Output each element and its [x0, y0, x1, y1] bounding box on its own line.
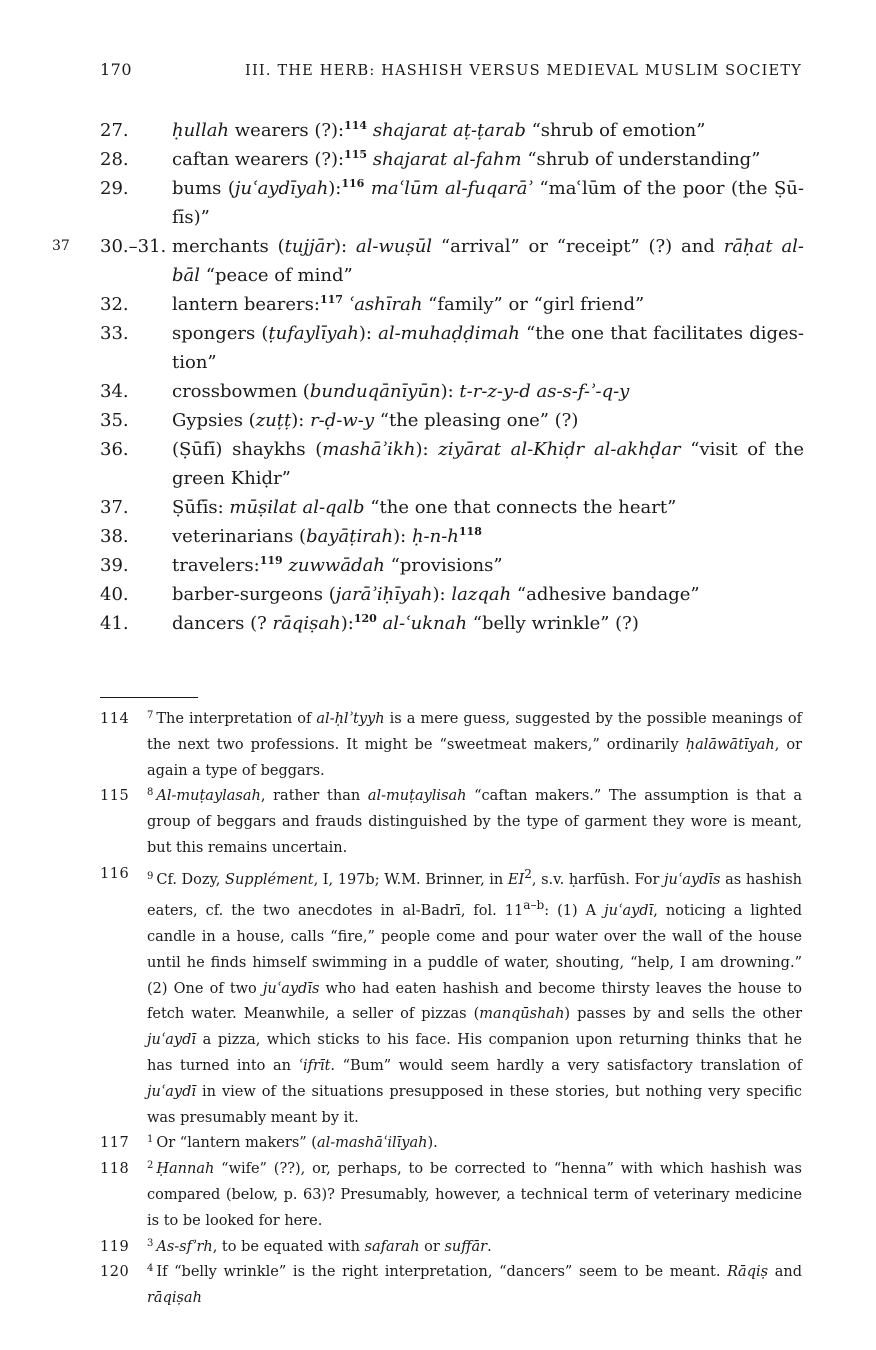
list-item: [0, 232, 876, 290]
footnote: [0, 862, 876, 1132]
item-number: 41.: [100, 613, 129, 634]
item-number: 36.: [100, 439, 129, 460]
footnote-body: Cf. Dozy, Supplément, I, 197b; W.M. Brinner, in $EI^2$, s.v. ḥarfūsh. For juʿaydīs as hashish eaters, cf. the two anecdotes in al-Badrī, fol. 11$^{a-b}$: (1) A juʿaydī, noticing a lighted candle in a house, calls “fire,” people come and pour water over the wall of the house until he finds himself swimming in a puddle of water, shouting, “help, I am drowning.” (2) One of two juʿaydīs who had eaten hashish and become thirsty leaves the house to fetch water. Meanwhile, a seller of pizzas (manqūshah) passes by and sells the other juʿaydī a pizza, which sticks to his face. His companion upon returning thinks that he has turned into an ʿifrīt. “Bum” would seem hardly a very satisfactory translation of juʿaydī in view of the situations presupposed in these stories, but nothing very specific was presumably meant by it.: [147, 866, 803, 1126]
footnote-number: 115: [100, 788, 130, 805]
original-footnote-mark: 2: [147, 1160, 154, 1172]
footnote: [0, 1131, 876, 1157]
item-text: dancers (? rāqiṣah):$^{120}$ al-ʿuknah “belly wrinkle” (?): [172, 612, 639, 634]
footnote: [0, 1260, 876, 1312]
footnote-text: [147, 1260, 802, 1312]
list-item: [0, 551, 876, 580]
item-number: 32.: [100, 294, 129, 315]
original-footnote-mark: 9: [147, 870, 154, 882]
list-item: [0, 580, 876, 609]
list-item: [0, 493, 876, 522]
original-footnote-mark: 7: [147, 710, 154, 721]
item-number: 30.–31.: [100, 236, 167, 257]
item-number: 37.: [100, 497, 129, 518]
list-item: [0, 377, 876, 406]
footnote-text: [147, 707, 802, 784]
footnote-text: [147, 784, 802, 861]
footnote-body: Or “lantern makers” (al-mashāʿilīyah).: [156, 1135, 438, 1152]
item-text: spongers (ṭufaylīyah): al-muhaḍḍimah “the one that facilitates digestion”: [172, 323, 804, 373]
item-text: veterinarians (bayāṭirah): ḥ-n-h$^{118}$: [172, 525, 482, 547]
footnote-number: 116: [100, 865, 130, 882]
item-text: crossbowmen (bunduqānīyūn): t-r-z-y-d as-s-f-ʾ-q-y: [172, 381, 630, 402]
footnote-text: [147, 862, 802, 1132]
original-footnote-mark: 8: [147, 787, 154, 799]
footnote: [0, 1157, 876, 1234]
footnote-text: [147, 1235, 802, 1261]
footnote-body: As-sfʾrh, to be equated with safarah or suffār.: [156, 1238, 492, 1255]
list-item: [0, 116, 876, 145]
item-number: 28.: [100, 149, 129, 170]
footnote-number: 117: [100, 1135, 130, 1152]
list-item: [0, 609, 876, 638]
footnote: [0, 1235, 876, 1261]
footnote-body: Ḥannah “wife” (??), or, perhaps, to be corrected to “henna” with which hashish was compared (below, p. 63)? Presumably, however, a technical term of veterinary medicine is to be looked for here.: [147, 1161, 802, 1229]
footnote-text: [147, 1131, 802, 1157]
item-text: merchants (tujjār): al-wuṣūl “arrival” or “receipt” (?) and rāḥat al-bāl “peace of mind”: [172, 236, 805, 286]
item-text: (Ṣūfī) shaykhs (mashāʾikh): ziyārat al-Khiḍr al-akhḍar “visit of the green Khiḍr”: [172, 439, 804, 489]
item-number: 33.: [100, 323, 129, 344]
item-number: 39.: [100, 555, 129, 576]
item-number: 27.: [100, 120, 129, 141]
footnote-number: 118: [100, 1161, 130, 1178]
item-number: 38.: [100, 526, 129, 547]
footnote-body: Al-muṭaylasah, rather than al-muṭaylisah “caftan makers.” The assumption is that a group of beggars and frauds distinguished by the type of garment they wore is meant, but this remains uncertain.: [147, 788, 802, 856]
margin-reference: 37: [52, 238, 70, 254]
item-text: Gypsies (zuṭṭ): r-ḍ-w-y “the pleasing one” (?): [172, 410, 579, 431]
item-number: 40.: [100, 584, 129, 605]
running-header: [100, 60, 802, 79]
item-text: travelers:$^{119}$ zuwwādah “provisions”: [172, 554, 503, 576]
item-number: 34.: [100, 381, 129, 402]
list-item: [0, 406, 876, 435]
footnote-body: The interpretation of al-ḥlʾtyyh is a mere guess, suggested by the possible meanings of the next two professions. It might be “sweetmeat makers,” ordinarily ḥalāwātīyah, or again a type of beggars.: [147, 711, 803, 779]
footnote-number: 120: [100, 1264, 130, 1281]
footnote-text: [147, 1157, 802, 1234]
item-text: lantern bearers:$^{117}$ ʿashīrah “family” or “girl friend”: [172, 293, 645, 315]
list-item: [0, 435, 876, 493]
original-footnote-mark: 3: [147, 1237, 154, 1249]
footnotes: [0, 707, 876, 1312]
list-item: [0, 145, 876, 174]
footnote-rule: [100, 697, 198, 698]
list-item: [0, 522, 876, 551]
footnote-number: 119: [100, 1238, 130, 1255]
item-number: 29.: [100, 178, 129, 199]
original-footnote-mark: 4: [147, 1263, 154, 1275]
list-item: [0, 174, 876, 232]
item-text: bums (juʿaydīyah):$^{116}$ maʿlūm al-fuqarāʾ “maʿlūm of the poor (the Ṣūfīs)”: [172, 177, 804, 228]
footnote-number: 114: [100, 711, 130, 727]
footnote: [0, 707, 876, 784]
list-item: [0, 290, 876, 319]
item-number: 35.: [100, 410, 129, 431]
item-text: ḥullah wearers (?):$^{114}$ shajarat aṭ-ṭarab “shrub of emotion”: [172, 119, 706, 141]
item-text: Ṣūfīs: mūṣilat al-qalb “the one that connects the heart”: [172, 497, 677, 518]
page-number: 170: [100, 60, 133, 79]
profession-list: [0, 116, 876, 638]
original-footnote-mark: 1: [147, 1134, 154, 1146]
list-item: [0, 319, 876, 377]
item-text: caftan wearers (?):$^{115}$ shajarat al-fahm “shrub of understanding”: [172, 148, 761, 170]
footnote: [0, 784, 876, 861]
running-title: III. THE HERB: HASHISH VERSUS MEDIEVAL MUSLIM SOCIETY: [245, 63, 802, 79]
footnote-body: If “belly wrinkle” is the right interpretation, “dancers” seem to be meant. Rāqiṣ and rāqiṣah: [147, 1264, 803, 1307]
item-text: barber-surgeons (jarāʾiḥīyah): lazqah “adhesive bandage”: [172, 584, 700, 605]
